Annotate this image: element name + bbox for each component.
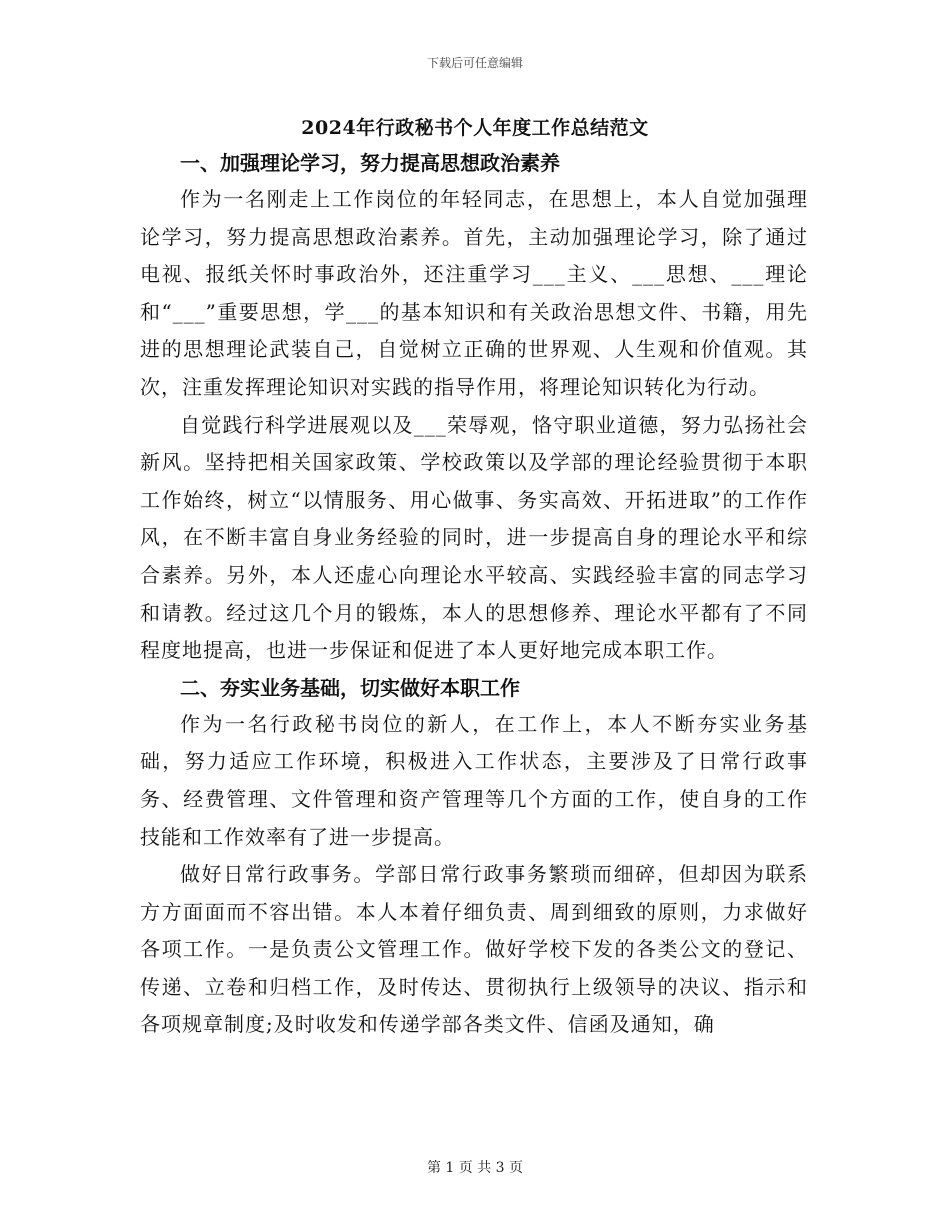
paragraph: 作为一名行政秘书岗位的新人，在工作上，本人不断夯实业务基础，努力适应工作环境，积极进入工作状态，主要涉及了日常行政事务、经费管理、文件管理和资产管理等几个方面的工作，使自身的工作技能和工作效率有了进一步提高。	[140, 711, 808, 849]
paragraph: 做好日常行政事务。学部日常行政事务繁琐而细碎，但却因为联系方方面面而不容出错。本人本着仔细负责、周到细致的原则，力求做好各项工作。一是负责公文管理工作。做好学校下发的各类公文的登记、传递、立卷和归档工作，及时传达、贯彻执行上级领导的决议、指示和各项规章制度;及时收发和传递学部各类文件、信函及通知，确	[140, 862, 808, 1037]
page-header-note: 下载后可任意编辑	[426, 56, 523, 70]
page-number: 第 1 页 共 3 页	[426, 1160, 524, 1176]
document-body	[140, 145, 808, 1044]
section-1	[140, 145, 808, 670]
paragraph: 作为一名刚走上工作岗位的年轻同志，在思想上，本人自觉加强理论学习，努力提高思想政治素养。首先，主动加强理论学习，除了通过电视、报纸关怀时事政治外，还注重学习___主义、___思想、___理论和“___”重要思想，学___的基本知识和有关政治思想文件、书籍，用先进的思想理论武装自己，自觉树立正确的世界观、人生观和价值观。其次，注重发挥理论知识对实践的指导作用，将理论知识转化为行动。	[140, 187, 808, 399]
paragraph: 自觉践行科学进展观以及___荣辱观，恪守职业道德，努力弘扬社会新风。坚持把相关国家政策、学校政策以及学部的理论经验贯彻于本职工作始终，树立“以情服务、用心做事、务实高效、开拓进取”的工作作风，在不断丰富自身业务经验的同时，进一步提高自身的理论水平和综合素养。另外，本人还虚心向理论水平较高、实践经验丰富的同志学习和请教。经过这几个月的锻炼，本人的思想修养、理论水平都有了不同程度地提高，也进一步保证和促进了本人更好地完成本职工作。	[140, 412, 808, 663]
document-title: 2024年行政秘书个人年度工作总结范文	[301, 117, 649, 139]
section-heading: 二、夯实业务基础，切实做好本职工作	[180, 675, 520, 700]
section-heading: 一、加强理论学习，努力提高思想政治素养	[180, 151, 560, 175]
section-2	[140, 670, 808, 1044]
